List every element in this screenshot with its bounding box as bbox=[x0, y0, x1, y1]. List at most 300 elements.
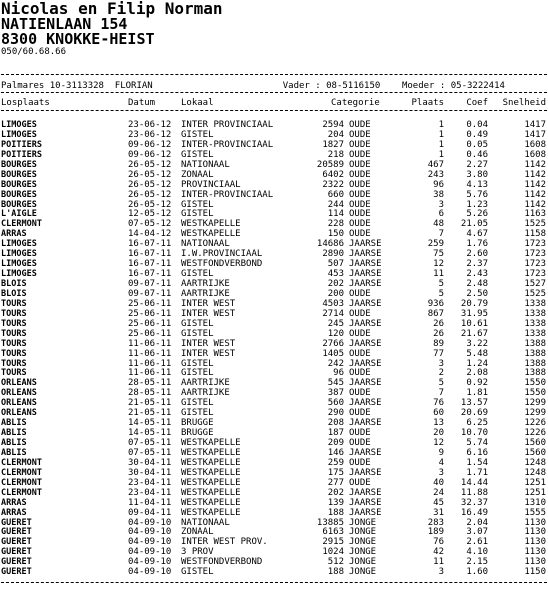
cell-speed: 1338 bbox=[524, 318, 546, 329]
table-row bbox=[0, 170, 548, 180]
cell-coef: 1.81 bbox=[466, 388, 488, 399]
cell-location: WESTKAPELLE bbox=[181, 447, 241, 458]
table-row bbox=[0, 209, 548, 219]
cell-place: ORLEANS bbox=[1, 408, 37, 419]
cell-coef: 21.67 bbox=[460, 328, 488, 339]
cell-position: 45 bbox=[433, 497, 444, 508]
cell-position: 7 bbox=[438, 229, 444, 240]
table-row bbox=[0, 408, 548, 418]
table-row bbox=[0, 388, 548, 398]
col-header-category: Categorie bbox=[331, 98, 380, 108]
cell-date: 09-04-11 bbox=[128, 507, 172, 518]
cell-coef: 2.48 bbox=[466, 279, 488, 289]
cell-speed: 1299 bbox=[524, 398, 546, 409]
cell-category: OUDE bbox=[349, 328, 371, 339]
cell-participants: 139 bbox=[327, 497, 344, 508]
table-row bbox=[0, 289, 548, 299]
cell-participants: 245 bbox=[327, 318, 344, 329]
cell-coef: 20.79 bbox=[460, 298, 488, 309]
cell-coef: 10.61 bbox=[460, 318, 488, 329]
cell-date: 26-05-12 bbox=[128, 199, 172, 210]
cell-date: 07-05-12 bbox=[128, 219, 172, 230]
cell-location: GISTEL bbox=[181, 368, 214, 379]
cell-date: 09-06-12 bbox=[128, 149, 172, 160]
cell-category: OUDE bbox=[349, 189, 371, 200]
cell-coef: 2.04 bbox=[466, 517, 488, 528]
cell-coef: 31.95 bbox=[460, 308, 488, 319]
cell-participants: 259 bbox=[327, 457, 344, 468]
cell-place: BLOIS bbox=[1, 279, 27, 289]
cell-date: 14-05-11 bbox=[128, 418, 172, 429]
cell-participants: 512 bbox=[327, 557, 344, 568]
table-row bbox=[0, 269, 548, 279]
cell-coef: 3.22 bbox=[466, 338, 488, 349]
cell-location: BRUGGE bbox=[181, 418, 214, 429]
cell-category: OUDE bbox=[349, 348, 371, 359]
cell-coef: 4.10 bbox=[466, 547, 488, 558]
cell-date: 26-05-12 bbox=[128, 189, 172, 200]
cell-category: OUDE bbox=[349, 149, 371, 160]
table-row bbox=[0, 239, 548, 249]
cell-position: 40 bbox=[433, 477, 444, 488]
cell-date: 28-05-11 bbox=[128, 388, 172, 399]
street-address: NATIENLAAN 154 bbox=[1, 15, 128, 33]
table-row bbox=[0, 547, 548, 557]
cell-coef: 1.54 bbox=[466, 457, 488, 468]
cell-date: 11-06-11 bbox=[128, 338, 172, 349]
table-row bbox=[0, 180, 548, 190]
cell-coef: 5.74 bbox=[466, 438, 488, 448]
cell-place: BLOIS bbox=[1, 288, 27, 299]
cell-participants: 150 bbox=[327, 229, 344, 240]
table-row bbox=[0, 527, 548, 537]
cell-category: JAARSE bbox=[349, 487, 382, 498]
cell-place: TOURS bbox=[1, 358, 27, 369]
cell-position: 4 bbox=[438, 457, 444, 468]
cell-participants: 14686 bbox=[316, 239, 344, 250]
cell-location: ZONAAL bbox=[181, 527, 214, 538]
cell-date: 07-05-11 bbox=[128, 447, 172, 458]
cell-participants: 507 bbox=[327, 259, 344, 270]
cell-participants: 1405 bbox=[322, 348, 344, 359]
cell-location: INTER-PROVINCIAAL bbox=[181, 189, 274, 200]
cell-coef: 3.07 bbox=[466, 527, 488, 538]
table-row bbox=[0, 120, 548, 130]
cell-location: WESTKAPELLE bbox=[181, 477, 241, 488]
cell-speed: 1130 bbox=[524, 517, 546, 528]
cell-place: ARRAS bbox=[1, 507, 27, 518]
cell-date: 04-09-10 bbox=[128, 537, 172, 548]
cell-place: GUERET bbox=[1, 547, 32, 558]
cell-speed: 1550 bbox=[524, 388, 546, 399]
cell-participants: 6402 bbox=[322, 169, 344, 180]
cell-participants: 13885 bbox=[316, 517, 344, 528]
cell-location: WESTKAPELLE bbox=[181, 497, 241, 508]
cell-position: 867 bbox=[427, 308, 444, 319]
cell-date: 25-06-11 bbox=[128, 308, 172, 319]
cell-speed: 1251 bbox=[524, 487, 546, 498]
separator-bottom bbox=[1, 582, 547, 583]
cell-speed: 1142 bbox=[524, 189, 546, 200]
cell-location: INTER WEST bbox=[181, 348, 236, 359]
cell-speed: 1142 bbox=[524, 159, 546, 170]
cell-coef: 4.67 bbox=[466, 229, 488, 240]
col-header-speed: Snelheid bbox=[502, 98, 546, 108]
cell-place: GUERET bbox=[1, 557, 32, 568]
cell-coef: 1.24 bbox=[466, 358, 488, 369]
cell-place: GUERET bbox=[1, 537, 32, 548]
cell-speed: 1130 bbox=[524, 547, 546, 558]
cell-participants: 2714 bbox=[322, 308, 344, 319]
cell-speed: 1723 bbox=[524, 239, 546, 250]
cell-coef: 1.71 bbox=[466, 467, 488, 478]
cell-category: JAARSE bbox=[349, 467, 382, 478]
cell-participants: 2890 bbox=[322, 249, 344, 260]
cell-speed: 1142 bbox=[524, 179, 546, 190]
cell-date: 04-09-10 bbox=[128, 547, 172, 558]
cell-place: BOURGES bbox=[1, 189, 37, 200]
cell-speed: 1142 bbox=[524, 169, 546, 180]
cell-date: 23-06-12 bbox=[128, 120, 172, 130]
cell-category: OUDE bbox=[349, 129, 371, 140]
table-row bbox=[0, 359, 548, 369]
cell-participants: 209 bbox=[327, 438, 344, 448]
cell-position: 283 bbox=[427, 517, 444, 528]
cell-speed: 1142 bbox=[524, 199, 546, 210]
cell-coef: 0.92 bbox=[466, 378, 488, 389]
cell-category: JAARSE bbox=[349, 398, 382, 409]
table-row bbox=[0, 368, 548, 378]
cell-location: INTER WEST bbox=[181, 338, 236, 349]
cell-category: OUDE bbox=[349, 368, 371, 379]
cell-category: JAARSE bbox=[349, 418, 382, 429]
cell-category: OUDE bbox=[349, 159, 371, 170]
cell-coef: 16.49 bbox=[460, 507, 488, 518]
table-row bbox=[0, 219, 548, 229]
cell-location: AARTRIJKE bbox=[181, 378, 230, 389]
cell-participants: 188 bbox=[327, 507, 344, 518]
cell-place: LIMOGES bbox=[1, 239, 37, 250]
table-row bbox=[0, 349, 548, 359]
cell-place: ORLEANS bbox=[1, 388, 37, 399]
cell-date: 26-05-12 bbox=[128, 179, 172, 190]
table-row bbox=[0, 498, 548, 508]
cell-date: 16-07-11 bbox=[128, 269, 172, 280]
cell-date: 23-06-12 bbox=[128, 129, 172, 140]
table-row bbox=[0, 140, 548, 150]
cell-category: OUDE bbox=[349, 139, 371, 150]
cell-speed: 1525 bbox=[524, 219, 546, 230]
cell-place: LIMOGES bbox=[1, 249, 37, 260]
cell-place: BOURGES bbox=[1, 159, 37, 170]
table-row bbox=[0, 428, 548, 438]
cell-place: CLERMONT bbox=[1, 467, 42, 478]
cell-place: CLERMONT bbox=[1, 487, 42, 498]
cell-place: TOURS bbox=[1, 318, 27, 329]
cell-speed: 1158 bbox=[524, 229, 546, 240]
cell-participants: 202 bbox=[327, 487, 344, 498]
cell-coef: 1.76 bbox=[466, 239, 488, 250]
cell-date: 14-05-11 bbox=[128, 428, 172, 439]
cell-date: 11-06-11 bbox=[128, 348, 172, 359]
cell-place: POITIERS bbox=[1, 139, 42, 150]
cell-participants: 120 bbox=[327, 328, 344, 339]
cell-participants: 20589 bbox=[316, 159, 344, 170]
cell-location: AARTRIJKE bbox=[181, 388, 230, 399]
cell-participants: 146 bbox=[327, 447, 344, 458]
cell-category: OUDE bbox=[349, 229, 371, 240]
cell-date: 30-04-11 bbox=[128, 457, 172, 468]
cell-participants: 187 bbox=[327, 428, 344, 439]
cell-location: INTER-PROVINCIAAL bbox=[181, 139, 274, 150]
cell-location: 3 PROV bbox=[181, 547, 214, 558]
cell-position: 6 bbox=[438, 209, 444, 220]
cell-position: 48 bbox=[433, 219, 444, 230]
cell-speed: 1388 bbox=[524, 358, 546, 369]
cell-place: ORLEANS bbox=[1, 378, 37, 389]
cell-participants: 2915 bbox=[322, 537, 344, 548]
cell-location: I.W.PROVINCIAAL bbox=[181, 249, 263, 260]
cell-position: 3 bbox=[438, 567, 444, 578]
cell-participants: 188 bbox=[327, 567, 344, 578]
cell-date: 16-07-11 bbox=[128, 239, 172, 250]
cell-location: AARTRIJKE bbox=[181, 279, 230, 289]
cell-speed: 1525 bbox=[524, 288, 546, 299]
cell-position: 1 bbox=[438, 149, 444, 160]
cell-coef: 2.37 bbox=[466, 259, 488, 270]
cell-participants: 208 bbox=[327, 418, 344, 429]
cell-participants: 1827 bbox=[322, 139, 344, 150]
cell-category: JONGE bbox=[349, 527, 377, 538]
table-row bbox=[0, 200, 548, 210]
cell-participants: 4503 bbox=[322, 298, 344, 309]
separator-info bbox=[1, 92, 547, 93]
pigeon-info-line: Palmares 10-3113328 FLORIAN Vader : 08-5116150 Moeder : 05-3222414 bbox=[1, 81, 505, 91]
cell-category: JAARSE bbox=[349, 378, 382, 389]
cell-position: 76 bbox=[433, 537, 444, 548]
cell-location: GISTEL bbox=[181, 199, 214, 210]
cell-speed: 1130 bbox=[524, 537, 546, 548]
cell-coef: 32.37 bbox=[460, 497, 488, 508]
phone-number: 050/60.68.66 bbox=[1, 47, 67, 57]
cell-location: AARTRIJKE bbox=[181, 288, 230, 299]
cell-speed: 1299 bbox=[524, 408, 546, 419]
cell-location: GISTEL bbox=[181, 318, 214, 329]
cell-coef: 2.08 bbox=[466, 368, 488, 379]
cell-date: 23-04-11 bbox=[128, 477, 172, 488]
cell-participants: 2766 bbox=[322, 338, 344, 349]
cell-speed: 1248 bbox=[524, 467, 546, 478]
cell-location: WESTKAPELLE bbox=[181, 457, 241, 468]
cell-position: 1 bbox=[438, 129, 444, 140]
cell-participants: 545 bbox=[327, 378, 344, 389]
cell-category: OUDE bbox=[349, 209, 371, 220]
cell-participants: 6163 bbox=[322, 527, 344, 538]
cell-location: NATIONAAL bbox=[181, 239, 230, 250]
cell-place: ABLIS bbox=[1, 438, 27, 448]
cell-place: POITIERS bbox=[1, 149, 42, 160]
cell-speed: 1388 bbox=[524, 368, 546, 379]
cell-location: GISTEL bbox=[181, 269, 214, 280]
cell-position: 936 bbox=[427, 298, 444, 309]
cell-position: 3 bbox=[438, 467, 444, 478]
cell-place: BOURGES bbox=[1, 179, 37, 190]
cell-speed: 1388 bbox=[524, 338, 546, 349]
cell-speed: 1310 bbox=[524, 497, 546, 508]
cell-category: JONGE bbox=[349, 547, 377, 558]
cell-date: 04-09-10 bbox=[128, 557, 172, 568]
cell-category: JAARSE bbox=[349, 447, 382, 458]
cell-position: 11 bbox=[433, 557, 444, 568]
table-row bbox=[0, 448, 548, 458]
cell-category: JONGE bbox=[349, 567, 377, 578]
cell-date: 09-07-11 bbox=[128, 288, 172, 299]
cell-place: TOURS bbox=[1, 348, 27, 359]
table-row bbox=[0, 518, 548, 528]
col-header-position: Plaats bbox=[411, 98, 444, 108]
cell-position: 75 bbox=[433, 249, 444, 260]
cell-participants: 96 bbox=[333, 368, 344, 379]
cell-date: 11-06-11 bbox=[128, 368, 172, 379]
cell-coef: 21.05 bbox=[460, 219, 488, 230]
cell-position: 12 bbox=[433, 259, 444, 270]
cell-location: GISTEL bbox=[181, 358, 214, 369]
cell-position: 7 bbox=[438, 388, 444, 399]
table-row bbox=[0, 229, 548, 239]
cell-category: OUDE bbox=[349, 477, 371, 488]
cell-participants: 204 bbox=[327, 129, 344, 140]
cell-place: BOURGES bbox=[1, 199, 37, 210]
cell-category: JAARSE bbox=[349, 298, 382, 309]
col-header-place: Losplaats bbox=[1, 98, 50, 108]
cell-coef: 2.60 bbox=[466, 249, 488, 260]
cell-date: 25-06-11 bbox=[128, 328, 172, 339]
cell-position: 189 bbox=[427, 527, 444, 538]
cell-place: L'AIGLE bbox=[1, 209, 37, 220]
cell-category: OUDE bbox=[349, 219, 371, 230]
cell-location: BRUGGE bbox=[181, 428, 214, 439]
cell-place: LIMOGES bbox=[1, 129, 37, 140]
cell-location: INTER WEST bbox=[181, 308, 236, 319]
cell-speed: 1723 bbox=[524, 249, 546, 260]
cell-participants: 453 bbox=[327, 269, 344, 280]
cell-location: GISTEL bbox=[181, 567, 214, 578]
cell-coef: 4.13 bbox=[466, 179, 488, 190]
city-address: 8300 KNOKKE-HEIST bbox=[1, 30, 155, 48]
cell-date: 26-05-12 bbox=[128, 169, 172, 180]
cell-place: ARRAS bbox=[1, 497, 27, 508]
cell-date: 04-09-10 bbox=[128, 527, 172, 538]
cell-participants: 175 bbox=[327, 467, 344, 478]
cell-place: BOURGES bbox=[1, 169, 37, 180]
table-row bbox=[0, 458, 548, 468]
cell-speed: 1560 bbox=[524, 438, 546, 448]
cell-category: JONGE bbox=[349, 517, 377, 528]
cell-position: 13 bbox=[433, 418, 444, 429]
cell-category: OUDE bbox=[349, 428, 371, 439]
cell-participants: 387 bbox=[327, 388, 344, 399]
cell-participants: 244 bbox=[327, 199, 344, 210]
cell-category: JAARSE bbox=[349, 338, 382, 349]
cell-speed: 1130 bbox=[524, 527, 546, 538]
cell-position: 1 bbox=[438, 120, 444, 130]
cell-position: 77 bbox=[433, 348, 444, 359]
table-row bbox=[0, 279, 548, 289]
cell-speed: 1723 bbox=[524, 269, 546, 280]
table-row bbox=[0, 299, 548, 309]
cell-coef: 6.16 bbox=[466, 447, 488, 458]
table-row bbox=[0, 309, 548, 319]
cell-location: INTER WEST bbox=[181, 298, 236, 309]
table-row bbox=[0, 378, 548, 388]
cell-location: WESTKAPELLE bbox=[181, 219, 241, 230]
cell-location: GISTEL bbox=[181, 149, 214, 160]
cell-date: 04-09-10 bbox=[128, 517, 172, 528]
table-row bbox=[0, 537, 548, 547]
cell-place: TOURS bbox=[1, 368, 27, 379]
cell-location: WESTKAPELLE bbox=[181, 467, 241, 478]
cell-location: NATIONAAL bbox=[181, 159, 230, 170]
cell-location: WESTKAPELLE bbox=[181, 438, 241, 448]
cell-position: 12 bbox=[433, 438, 444, 448]
cell-date: 16-07-11 bbox=[128, 259, 172, 270]
cell-category: JAARSE bbox=[349, 279, 382, 289]
cell-position: 3 bbox=[438, 358, 444, 369]
cell-place: LIMOGES bbox=[1, 269, 37, 280]
cell-coef: 6.25 bbox=[466, 418, 488, 429]
table-row bbox=[0, 478, 548, 488]
cell-location: INTER WEST PROV. bbox=[181, 537, 268, 548]
col-header-coef: Coef bbox=[466, 98, 488, 108]
cell-category: JONGE bbox=[349, 557, 377, 568]
cell-location: GISTEL bbox=[181, 398, 214, 409]
table-row bbox=[0, 190, 548, 200]
cell-place: GUERET bbox=[1, 567, 32, 578]
cell-coef: 1.23 bbox=[466, 199, 488, 210]
cell-position: 20 bbox=[433, 428, 444, 439]
cell-place: GUERET bbox=[1, 517, 32, 528]
col-header-location: Lokaal bbox=[181, 98, 214, 108]
cell-date: 12-05-12 bbox=[128, 209, 172, 220]
table-row bbox=[0, 508, 548, 518]
cell-place: GUERET bbox=[1, 527, 32, 538]
cell-location: PROVINCIAAL bbox=[181, 179, 241, 190]
cell-category: OUDE bbox=[349, 457, 371, 468]
separator-header bbox=[1, 110, 547, 111]
cell-place: TOURS bbox=[1, 338, 27, 349]
table-row bbox=[0, 319, 548, 329]
cell-place: CLERMONT bbox=[1, 219, 42, 230]
cell-date: 16-07-11 bbox=[128, 249, 172, 260]
cell-category: OUDE bbox=[349, 120, 371, 130]
cell-coef: 10.70 bbox=[460, 428, 488, 439]
table-row bbox=[0, 150, 548, 160]
cell-category: OUDE bbox=[349, 288, 371, 299]
cell-speed: 1527 bbox=[524, 279, 546, 289]
cell-position: 26 bbox=[433, 328, 444, 339]
cell-category: JONGE bbox=[349, 537, 377, 548]
cell-location: GISTEL bbox=[181, 328, 214, 339]
cell-position: 1 bbox=[438, 139, 444, 150]
cell-participants: 200 bbox=[327, 288, 344, 299]
cell-position: 89 bbox=[433, 338, 444, 349]
cell-position: 259 bbox=[427, 239, 444, 250]
cell-position: 5 bbox=[438, 288, 444, 299]
cell-participants: 560 bbox=[327, 398, 344, 409]
cell-speed: 1555 bbox=[524, 507, 546, 518]
table-row bbox=[0, 160, 548, 170]
cell-category: JAARSE bbox=[349, 497, 382, 508]
